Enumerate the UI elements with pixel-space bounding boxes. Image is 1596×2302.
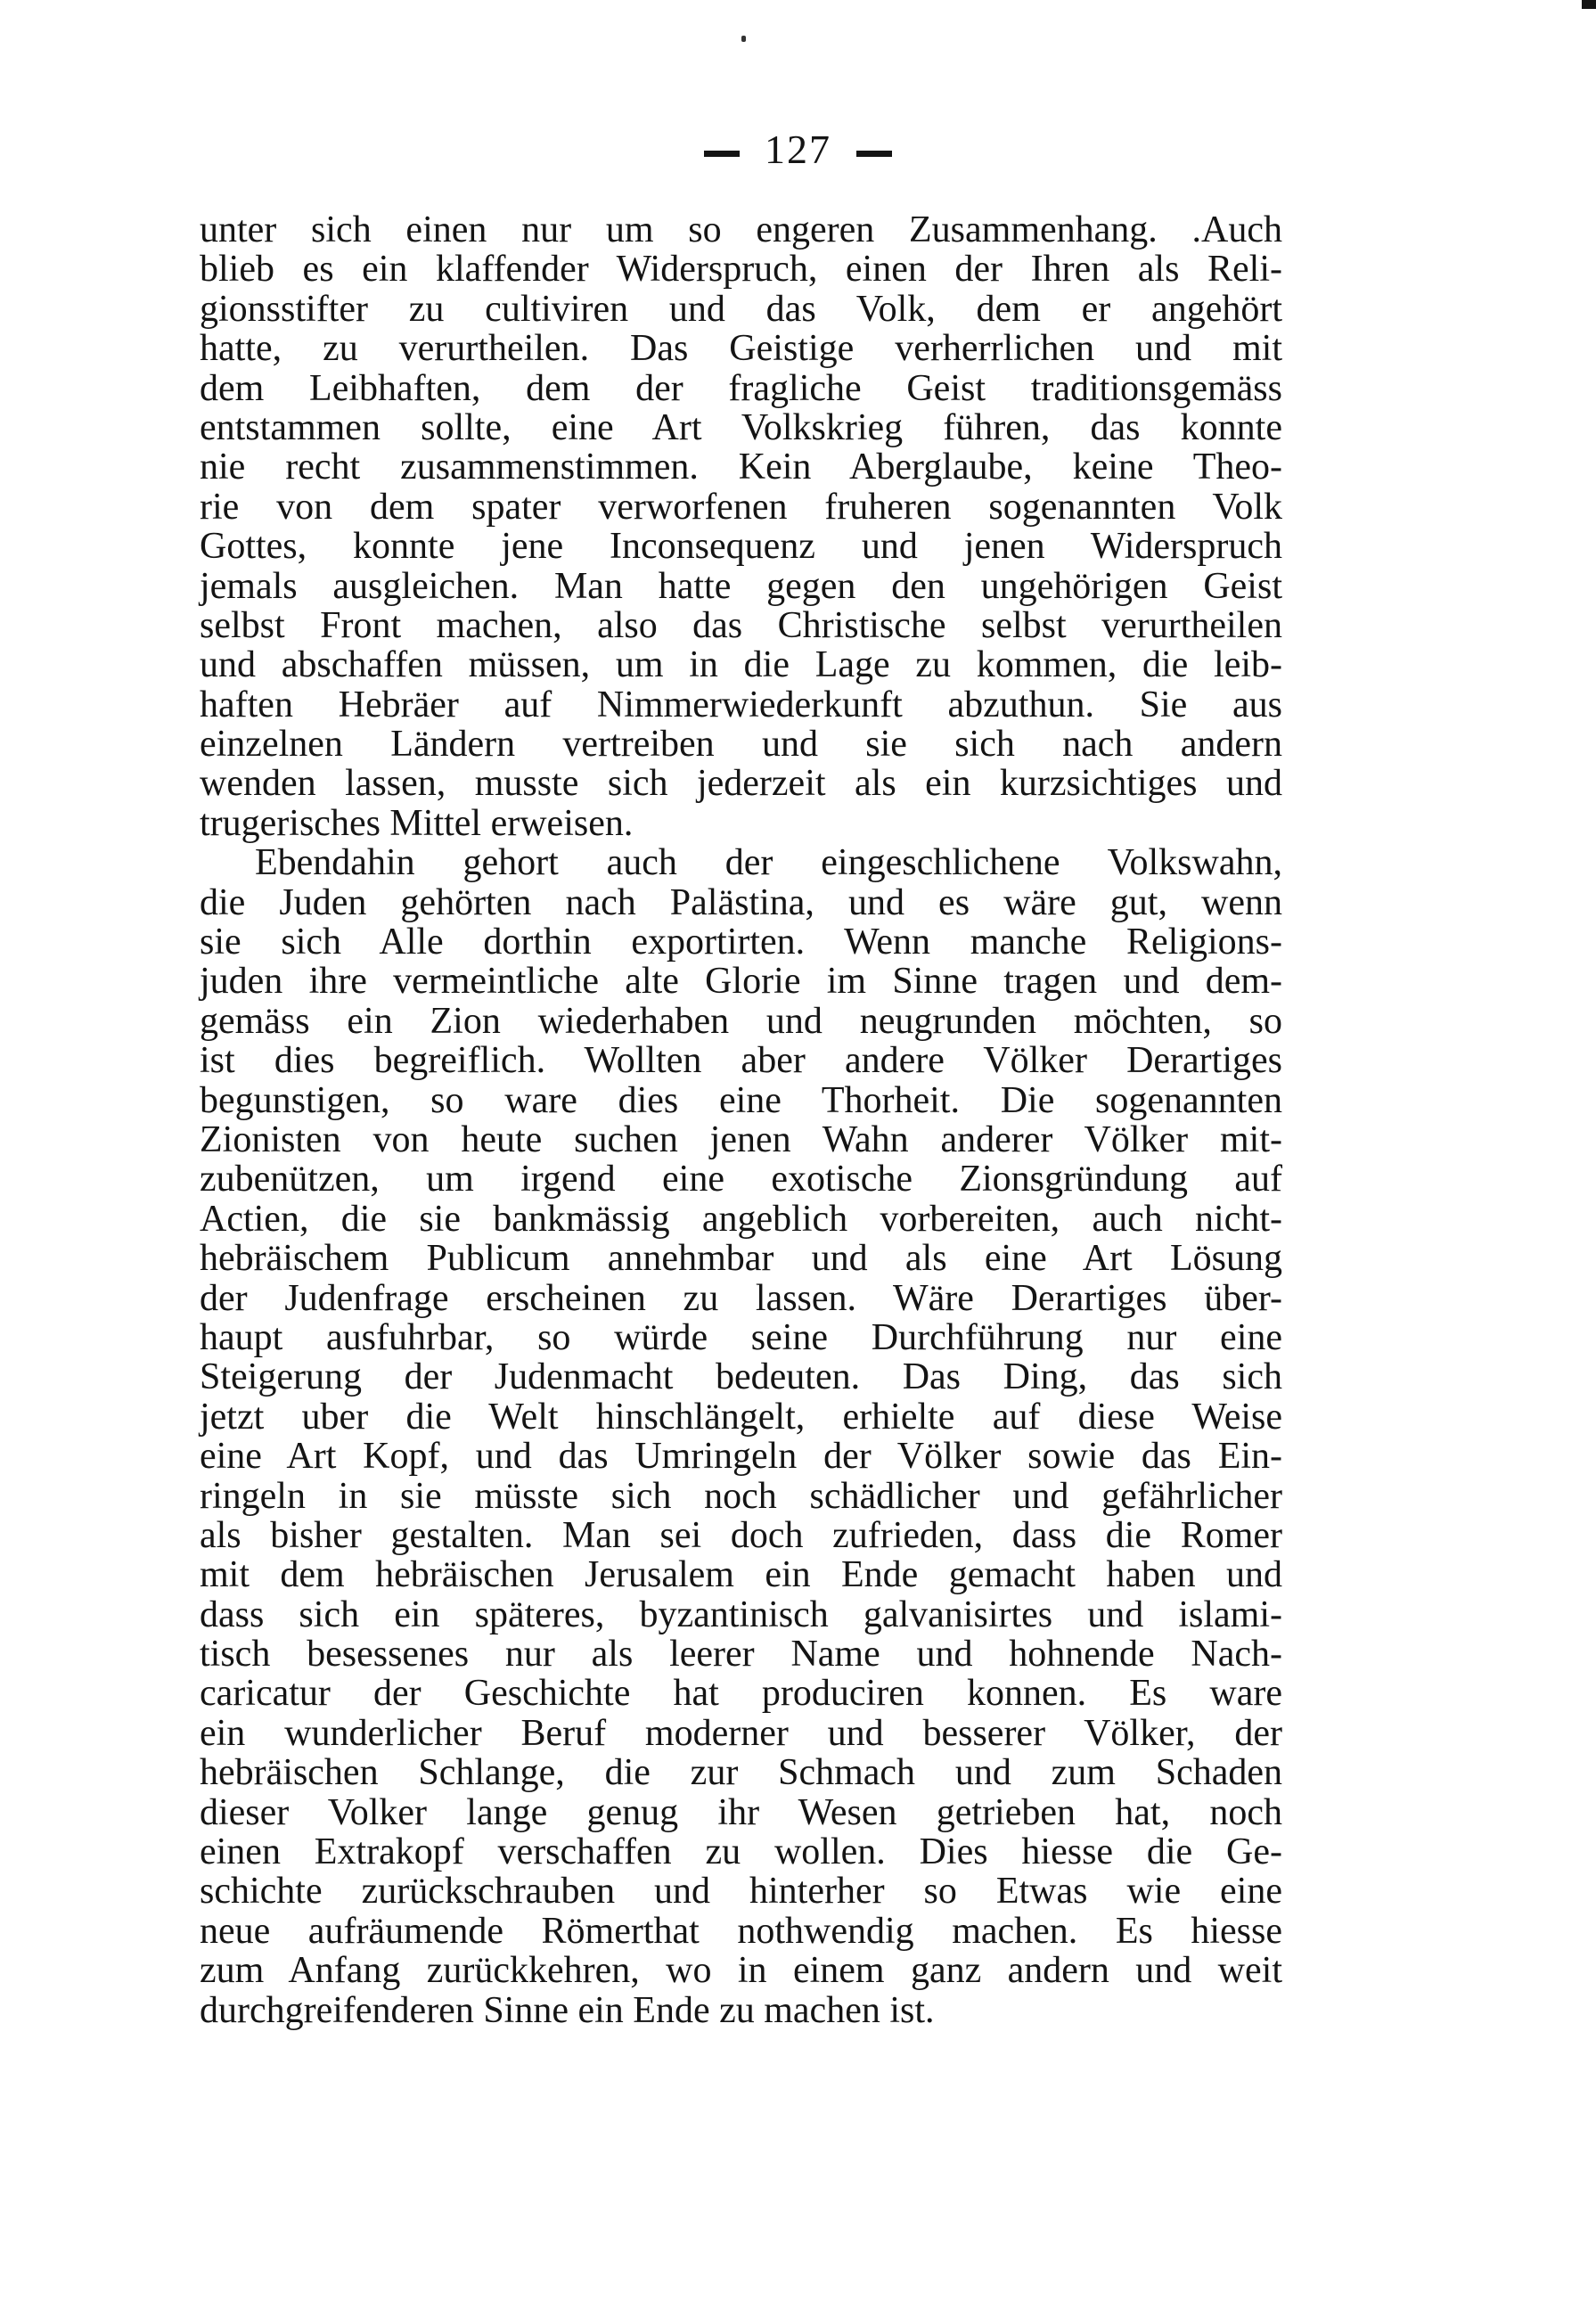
text-line: selbst Front machen, also das Christische selbst verurtheilen xyxy=(200,604,1282,646)
text-line: neue aufräumende Römerthat nothwendig machen. Es hiesse xyxy=(200,1910,1282,1952)
text-line: Steigerung der Judenmacht bedeuten. Das Ding, das sich xyxy=(200,1356,1282,1398)
text-line: ein wunderlicher Beruf moderner und besserer Völker, der xyxy=(200,1712,1282,1754)
scan-edge-mark xyxy=(1582,0,1596,9)
page-number: 127 xyxy=(765,127,831,172)
text-line: jemals ausgleichen. Man hatte gegen den ungehörigen Geist xyxy=(200,565,1282,607)
header-dash-left xyxy=(704,151,740,157)
page-header xyxy=(0,123,1596,176)
text-line: caricatur der Geschichte hat produciren konnen. Es ware xyxy=(200,1673,1282,1715)
text-line: durchgreifenderen Sinne ein Ende zu machen ist. xyxy=(200,1989,935,2031)
text-line: zubenützen, um irgend eine exotische Zionsgründung auf xyxy=(200,1159,1282,1200)
text-line: schichte zurückschrauben und hinterher so Etwas wie eine xyxy=(200,1871,1282,1913)
text-line: hebräischem Publicum annehmbar und als eine Art Lösung xyxy=(200,1238,1282,1280)
text-line: nie recht zusammenstimmen. Kein Aberglaube, keine Theo- xyxy=(200,446,1282,488)
text-line: haften Hebräer auf Nimmerwiederkunft abzuthun. Sie aus xyxy=(200,684,1282,725)
text-line: begunstigen, so ware dies eine Thorheit. Die sogenannten xyxy=(200,1079,1282,1121)
text-line: die Juden gehörten nach Palästina, und es wäre gut, wenn xyxy=(200,881,1282,923)
text-line: hatte, zu verurtheilen. Das Geistige verherrlichen und mit xyxy=(200,328,1282,370)
text-line: dass sich ein späteres, byzantinisch galvanisirtes und islami- xyxy=(200,1593,1282,1635)
text-line: blieb es ein klaffender Widerspruch, einen der Ihren als Reli- xyxy=(200,249,1282,291)
text-line: gemäss ein Zion wiederhaben und neugrunden möchten, so xyxy=(200,1000,1282,1042)
text-line: wenden lassen, musste sich jederzeit als ein kurzsichtiges und xyxy=(200,763,1282,805)
text-line: haupt ausfuhrbar, so würde seine Durchführung nur eine xyxy=(200,1316,1282,1358)
text-line: trugerisches Mittel erweisen. xyxy=(200,802,634,844)
text-line: Gottes, konnte jene Inconsequenz und jenen Widerspruch xyxy=(200,526,1282,568)
text-line: Ebendahin gehort auch der eingeschlichene Volkswahn, xyxy=(255,842,1282,884)
text-line: einen Extrakopf verschaffen zu wollen. Dies hiesse die Ge- xyxy=(200,1831,1282,1873)
body-text xyxy=(200,210,1282,2030)
text-line: ringeln in sie müsste sich noch schädlicher und gefährlicher xyxy=(200,1475,1282,1517)
text-line: entstammen sollte, eine Art Volkskrieg führen, das konnte xyxy=(200,406,1282,448)
scan-dot-mark xyxy=(741,36,746,42)
text-line: tisch besessenes nur als leerer Name und hohnende Nach- xyxy=(200,1634,1282,1675)
text-line: einzelnen Ländern vertreiben und sie sich nach andern xyxy=(200,724,1282,766)
text-line: als bisher gestalten. Man sei doch zufrieden, dass die Romer xyxy=(200,1514,1282,1556)
text-line: dem Leibhaften, dem der fragliche Geist traditionsgemäss xyxy=(200,367,1282,409)
text-line: juden ihre vermeintliche alte Glorie im Sinne tragen und dem- xyxy=(200,961,1282,1003)
text-line: und abschaffen müssen, um in die Lage zu kommen, die leib- xyxy=(200,644,1282,686)
text-line: eine Art Kopf, und das Umringeln der Völker sowie das Ein- xyxy=(200,1436,1282,1478)
text-line: hebräischen Schlange, die zur Schmach und zum Schaden xyxy=(200,1752,1282,1794)
text-line: Zionisten von heute suchen jenen Wahn anderer Völker mit- xyxy=(200,1118,1282,1160)
text-line: zum Anfang zurückkehren, wo in einem ganz andern und weit xyxy=(200,1950,1282,1992)
text-line: mit dem hebräischen Jerusalem ein Ende gemacht haben und xyxy=(200,1554,1282,1596)
text-line: dieser Volker lange genug ihr Wesen getrieben hat, noch xyxy=(200,1791,1282,1833)
text-line: ist dies begreiflich. Wollten aber andere Völker Derartiges xyxy=(200,1040,1282,1082)
header-dash-right xyxy=(856,151,892,157)
text-line: gionsstifter zu cultiviren und das Volk, dem er angehört xyxy=(200,288,1282,330)
text-line: rie von dem spater verworfenen fruheren sogenannten Volk xyxy=(200,486,1282,528)
text-line: jetzt uber die Welt hinschlängelt, erhielte auf diese Weise xyxy=(200,1396,1282,1438)
text-line: Actien, die sie bankmässig angeblich vorbereiten, auch nicht- xyxy=(200,1198,1282,1240)
text-line: sie sich Alle dorthin exportirten. Wenn manche Religions- xyxy=(200,922,1282,963)
text-line: der Judenfrage erscheinen zu lassen. Wäre Derartiges über- xyxy=(200,1277,1282,1319)
text-line: unter sich einen nur um so engeren Zusammenhang. .Auch xyxy=(200,209,1282,250)
